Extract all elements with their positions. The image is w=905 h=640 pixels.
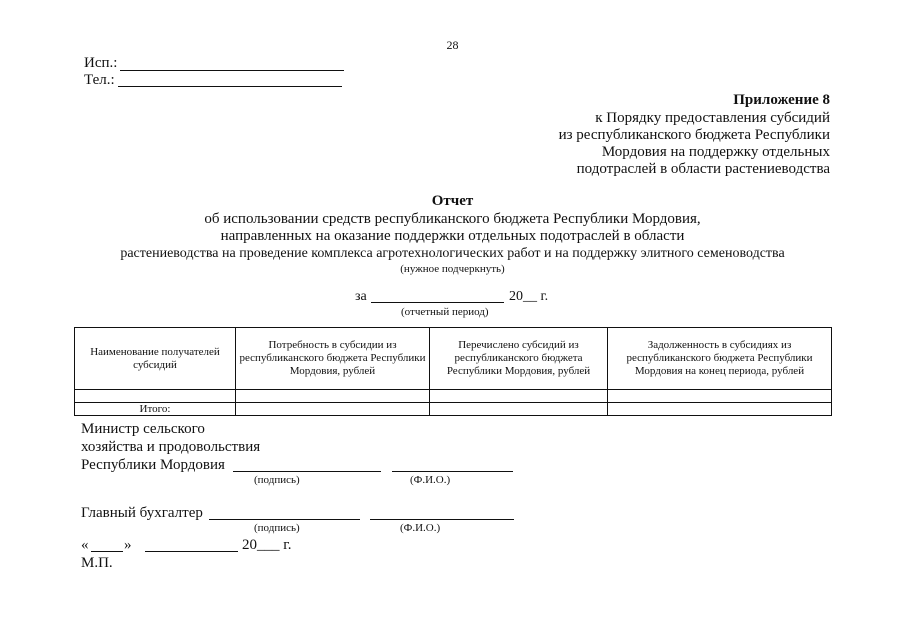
date-day-line[interactable] — [91, 551, 123, 552]
total-label: Итого: — [75, 403, 236, 416]
report-subtitle-line: направленных на оказание поддержки отдельных подотраслей в области — [220, 228, 685, 244]
report-subtitle-line: растениеводства на проведение комплекса агротехнологических работ и на поддержку элитного семеноводства — [120, 246, 785, 261]
appendix-line: подотраслей в области растениеводства — [576, 161, 830, 177]
table-cell[interactable] — [236, 390, 430, 403]
appendix-line: Мордовия на поддержку отдельных — [601, 144, 830, 160]
minister-signature-line[interactable] — [233, 471, 381, 472]
phone-label: Тел.: — [84, 72, 115, 88]
signature-caption: (подпись) — [254, 474, 300, 486]
table-cell[interactable] — [608, 390, 832, 403]
table-total-row — [75, 403, 832, 416]
accountant-signature-line[interactable] — [209, 519, 360, 520]
report-table — [74, 327, 832, 416]
report-title: Отчет — [431, 193, 474, 209]
executor-label: Исп.: — [84, 55, 118, 71]
report-subtitle-line: об использовании средств республиканского бюджета Республики Мордовия, — [204, 211, 701, 227]
fio-caption: (Ф.И.О.) — [400, 522, 441, 534]
table-row — [75, 390, 832, 403]
table-header-cell: Перечислено субсидий из республиканского бюджета Республики Мордовия, рублей — [430, 328, 608, 390]
period-field-line[interactable] — [371, 302, 504, 303]
underline-note: (нужное подчеркнуть) — [400, 263, 505, 275]
date-close-quote: » — [124, 537, 132, 553]
table-header-row — [75, 328, 832, 390]
signature-caption: (подпись) — [254, 522, 300, 534]
appendix-line: к Порядку предоставления субсидий — [595, 110, 830, 126]
appendix-title: Приложение 8 — [733, 92, 830, 108]
period-prefix: за — [355, 289, 367, 304]
fio-caption: (Ф.И.О.) — [410, 474, 451, 486]
table-header-cell: Задолженность в субсидиях из республиканского бюджета Республики Мордовия на конец периода, рублей — [608, 328, 832, 390]
table-cell[interactable] — [430, 390, 608, 403]
accountant-fio-line[interactable] — [370, 519, 514, 520]
date-month-line[interactable] — [145, 551, 238, 552]
table-cell[interactable] — [236, 403, 430, 416]
table-cell[interactable] — [608, 403, 832, 416]
table-cell[interactable] — [75, 390, 236, 403]
date-open-quote: « — [81, 537, 89, 553]
minister-fio-line[interactable] — [392, 471, 513, 472]
minister-line: хозяйства и продовольствия — [81, 439, 261, 455]
appendix-line: из республиканского бюджета Республики — [558, 127, 830, 143]
minister-line: Министр сельского — [81, 421, 205, 437]
period-year: 20__ г. — [509, 289, 549, 304]
accountant-label: Главный бухгалтер — [81, 505, 203, 521]
executor-field-line[interactable] — [120, 70, 344, 71]
table-cell[interactable] — [430, 403, 608, 416]
stamp-label: М.П. — [81, 555, 113, 571]
minister-line: Республики Мордовия — [81, 457, 225, 473]
table-header-cell: Потребность в субсидии из республиканского бюджета Республики Мордовия, рублей — [236, 328, 430, 390]
date-year: 20___ г. — [242, 537, 292, 553]
period-caption: (отчетный период) — [401, 306, 489, 318]
phone-field-line[interactable] — [118, 86, 342, 87]
page-number: 28 — [446, 38, 459, 52]
table-header-cell: Наименование получателей субсидий — [75, 328, 236, 390]
